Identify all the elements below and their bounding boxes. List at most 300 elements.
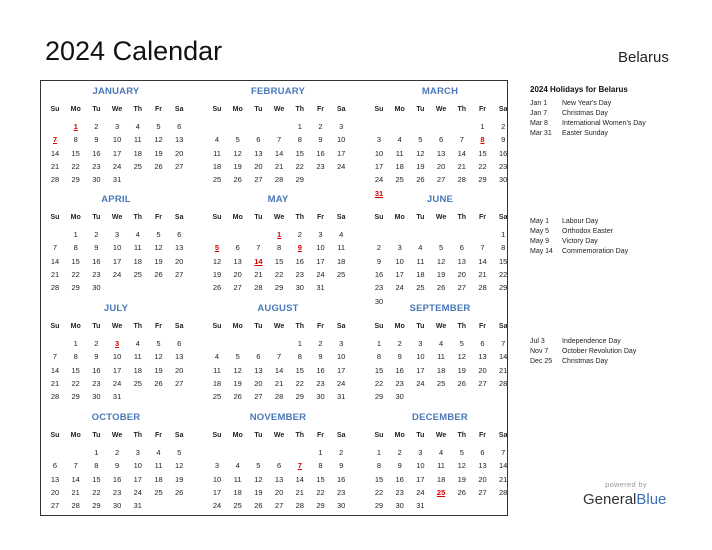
- calendar-day: 12: [212, 256, 222, 266]
- holiday-day: 7: [297, 461, 302, 471]
- calendar-day: 25: [212, 392, 222, 402]
- calendar-day: 8: [318, 461, 323, 471]
- calendar-day: 1: [73, 230, 78, 239]
- weekday-header: Mo: [394, 106, 405, 113]
- calendar-day: 14: [50, 365, 60, 375]
- calendar-day: 4: [135, 339, 140, 348]
- calendar-day: 12: [154, 243, 163, 253]
- holiday-row: [530, 120, 646, 127]
- calendar-day: 30: [112, 501, 122, 511]
- weekday-header: Su: [50, 432, 60, 439]
- calendar-day: 10: [374, 148, 384, 158]
- calendar-day: 30: [295, 283, 304, 293]
- weekday-header: Sa: [336, 106, 346, 113]
- calendar-day: 20: [233, 269, 242, 279]
- brand-logo[interactable]: [583, 491, 666, 508]
- calendar-day: 12: [154, 352, 163, 362]
- holiday-row: [530, 100, 611, 107]
- weekday-header: Mo: [232, 432, 243, 439]
- calendar-day: 31: [316, 283, 325, 293]
- calendar-day: 6: [459, 243, 464, 253]
- calendar-day: 29: [92, 501, 101, 511]
- calendar-day: 16: [295, 256, 304, 266]
- calendar-day: 17: [112, 148, 122, 158]
- holiday-day: 14: [254, 256, 263, 266]
- calendar-day: 8: [73, 243, 78, 253]
- weekday-header: Fr: [317, 214, 324, 221]
- calendar-day: 2: [94, 122, 99, 131]
- weekday-header: Sa: [174, 106, 184, 113]
- calendar-day: 8: [376, 352, 382, 362]
- calendar-day: 29: [316, 501, 325, 511]
- weekday-header: We: [273, 106, 285, 113]
- calendar-day: 9: [94, 352, 99, 362]
- calendar-day: 11: [337, 243, 346, 253]
- holiday-name: Labour Day: [562, 218, 599, 225]
- calendar-day: 25: [436, 378, 446, 388]
- calendar-day: 10: [395, 256, 404, 266]
- holiday-date: Jul 3: [530, 338, 545, 345]
- calendar-day: 7: [73, 461, 78, 471]
- calendar-day: 28: [50, 175, 60, 185]
- calendar-day: 28: [50, 283, 60, 293]
- calendar-day: 2: [376, 243, 382, 253]
- calendar-day: 8: [376, 461, 382, 471]
- calendar-day: 18: [154, 474, 163, 484]
- calendar-day: 17: [416, 474, 425, 484]
- calendar-day: 27: [274, 501, 284, 511]
- calendar-day: 20: [254, 161, 263, 171]
- calendar-day: 26: [212, 283, 222, 293]
- weekday-header: We: [435, 323, 447, 330]
- weekday-header: Sa: [498, 106, 508, 113]
- calendar-day: 6: [177, 339, 182, 348]
- calendar-day: 12: [457, 461, 466, 471]
- weekday-header: We: [273, 432, 285, 439]
- calendar-day: 19: [233, 378, 242, 388]
- month-name: MAY: [267, 194, 289, 205]
- calendar-day: 27: [457, 283, 466, 293]
- holiday-day: 8: [480, 135, 485, 145]
- calendar-day: 29: [71, 175, 80, 185]
- calendar-day: 6: [52, 461, 58, 471]
- calendar-day: 28: [457, 175, 466, 185]
- weekday-header: We: [273, 214, 285, 221]
- calendar-day: 19: [254, 487, 263, 497]
- calendar-day: 18: [436, 365, 446, 375]
- weekday-header: Su: [212, 323, 222, 330]
- month-name: JULY: [103, 303, 129, 314]
- calendar-day: 6: [277, 461, 282, 471]
- weekday-header: Th: [133, 106, 143, 113]
- calendar-day: 22: [274, 269, 284, 279]
- calendar-day: 12: [233, 148, 242, 158]
- calendar-day: 15: [316, 474, 325, 484]
- calendar-day: 24: [112, 269, 122, 279]
- calendar-day: 23: [295, 269, 304, 279]
- calendar-day: 18: [395, 161, 404, 171]
- holiday-row: [530, 228, 613, 235]
- calendar-day: 11: [213, 365, 221, 375]
- calendar-day: 28: [254, 283, 263, 293]
- calendar-day: 9: [376, 256, 382, 266]
- holiday-name: October Revolution Day: [562, 348, 637, 355]
- weekday-header: Su: [374, 106, 384, 113]
- calendar-day: 29: [478, 175, 487, 185]
- calendar-day: 24: [337, 378, 346, 388]
- calendar-day: 31: [337, 392, 346, 402]
- calendar-day: 13: [175, 352, 184, 362]
- calendar-day: 16: [395, 474, 404, 484]
- calendar-day: 23: [92, 378, 101, 388]
- calendar-day: 5: [177, 448, 182, 457]
- calendar-day: 22: [499, 269, 508, 279]
- calendar-day: 1: [73, 339, 78, 348]
- calendar-day: 9: [397, 461, 402, 471]
- holiday-day: 1: [277, 230, 282, 239]
- calendar-day: 5: [256, 461, 261, 471]
- calendar-day: 21: [457, 161, 466, 171]
- weekday-header: Su: [50, 323, 60, 330]
- calendar-day: 6: [439, 135, 444, 145]
- calendar-day: 4: [156, 448, 161, 457]
- weekday-header: Mo: [394, 432, 405, 439]
- holiday-row: [530, 338, 621, 345]
- calendar-day: 30: [374, 296, 384, 306]
- holiday-date: Mar 31: [530, 130, 552, 137]
- holiday-date: May 5: [530, 228, 550, 235]
- calendar-day: 21: [499, 365, 508, 375]
- calendar-day: 20: [478, 365, 487, 375]
- calendar-day: 9: [318, 135, 323, 145]
- calendar-day: 14: [457, 148, 466, 158]
- calendar-day: 5: [439, 243, 444, 253]
- holiday-row: [530, 248, 628, 255]
- holiday-day: 25: [436, 487, 446, 497]
- weekday-header: We: [435, 214, 447, 221]
- holiday-name: New Year's Day: [562, 100, 612, 107]
- calendar-day: 24: [212, 501, 222, 511]
- weekday-header: Tu: [92, 323, 101, 330]
- calendar-day: 7: [501, 339, 506, 348]
- holiday-date: May 14: [530, 248, 553, 255]
- calendar-day: 20: [274, 487, 284, 497]
- weekday-header: We: [111, 106, 123, 113]
- calendar-day: 10: [337, 135, 346, 145]
- holiday-row: [530, 238, 598, 245]
- weekday-header: Su: [212, 214, 222, 221]
- calendar-day: 26: [233, 175, 242, 185]
- calendar-day: 4: [439, 448, 444, 457]
- calendar-day: 3: [135, 448, 140, 457]
- calendar-day: 5: [418, 135, 423, 145]
- month-name: OCTOBER: [91, 412, 141, 423]
- calendar-day: 14: [295, 474, 304, 484]
- holiday-day: 5: [214, 243, 220, 253]
- month-name: FEBRUARY: [250, 86, 306, 97]
- weekday-header: Sa: [336, 214, 346, 221]
- calendar-day: 30: [92, 392, 101, 402]
- calendar-day: 17: [395, 269, 404, 279]
- calendar-day: 11: [233, 474, 242, 484]
- calendar-day: 1: [318, 448, 323, 457]
- calendar-day: 6: [480, 448, 485, 457]
- calendar-day: 15: [71, 256, 80, 266]
- page-title: 2024 Calendar: [45, 36, 223, 66]
- weekday-header: Fr: [155, 323, 162, 330]
- calendar-day: 19: [175, 474, 184, 484]
- weekday-header: Mo: [232, 106, 243, 113]
- calendar-day: 16: [316, 365, 325, 375]
- calendar-day: 21: [50, 269, 60, 279]
- calendar-day: 27: [478, 378, 487, 388]
- weekday-header: Th: [457, 432, 467, 439]
- calendar-day: 21: [274, 378, 284, 388]
- calendar-day: 26: [154, 269, 163, 279]
- month-name: AUGUST: [257, 303, 299, 314]
- calendar-day: 24: [395, 283, 404, 293]
- calendar-day: 4: [135, 230, 140, 239]
- calendar-day: 20: [478, 474, 487, 484]
- calendar-day: 1: [297, 339, 302, 348]
- calendar-day: 16: [92, 256, 101, 266]
- calendar-day: 31: [112, 392, 122, 402]
- month-name: APRIL: [101, 194, 131, 205]
- calendar-day: 30: [92, 283, 101, 293]
- calendar-day: 24: [316, 269, 325, 279]
- calendar-day: 23: [337, 487, 346, 497]
- calendar-day: 20: [175, 256, 184, 266]
- holiday-row: [530, 110, 608, 117]
- month-name: DECEMBER: [412, 412, 468, 423]
- calendar-day: 10: [133, 461, 142, 471]
- weekday-header: Fr: [317, 432, 324, 439]
- calendar-day: 8: [73, 135, 78, 145]
- holiday-day: 3: [115, 339, 120, 348]
- calendar-day: 2: [115, 448, 120, 457]
- calendar-day: 22: [92, 487, 101, 497]
- calendar-day: 19: [457, 365, 466, 375]
- calendar-day: 2: [94, 339, 99, 348]
- calendar-day: 24: [112, 378, 122, 388]
- calendar-day: 22: [295, 161, 304, 171]
- weekday-header: Fr: [317, 106, 324, 113]
- calendar-day: 17: [416, 365, 425, 375]
- calendar-day: 19: [233, 161, 242, 171]
- calendar-day: 9: [339, 461, 344, 471]
- calendar-day: 22: [316, 487, 325, 497]
- weekday-header: Tu: [416, 432, 425, 439]
- calendar-day: 11: [437, 352, 445, 362]
- calendar-day: 28: [499, 487, 508, 497]
- calendar-grid: [40, 80, 508, 516]
- calendar-day: 15: [71, 148, 80, 158]
- weekday-header: Th: [295, 432, 305, 439]
- calendar-day: 3: [418, 448, 423, 457]
- calendar-day: 8: [501, 243, 506, 253]
- calendar-day: 14: [71, 474, 80, 484]
- calendar-day: 10: [112, 243, 122, 253]
- calendar-day: 18: [416, 269, 425, 279]
- calendar-day: 1: [94, 448, 99, 457]
- calendar-day: 6: [177, 230, 182, 239]
- calendar-day: 5: [156, 122, 161, 131]
- calendar-day: 27: [175, 378, 184, 388]
- calendar-day: 30: [92, 175, 101, 185]
- calendar-day: 27: [436, 175, 446, 185]
- weekday-header: Mo: [232, 323, 243, 330]
- weekday-header: Sa: [174, 323, 184, 330]
- calendar-day: 7: [480, 243, 485, 253]
- calendar-day: 13: [478, 352, 487, 362]
- calendar-day: 7: [459, 135, 464, 145]
- calendar-day: 5: [156, 230, 161, 239]
- calendar-day: 21: [254, 269, 263, 279]
- calendar-day: 16: [92, 148, 101, 158]
- calendar-day: 21: [274, 161, 284, 171]
- calendar-day: 28: [274, 392, 284, 402]
- weekday-header: Mo: [70, 323, 81, 330]
- calendar-day: 24: [416, 487, 425, 497]
- calendar-day: 7: [52, 352, 58, 362]
- holiday-name: Victory Day: [562, 238, 598, 245]
- calendar-day: 21: [295, 487, 304, 497]
- calendar-day: 13: [50, 474, 60, 484]
- calendar-day: 13: [254, 365, 263, 375]
- calendar-day: 29: [71, 392, 80, 402]
- weekday-header: Sa: [336, 323, 346, 330]
- weekday-header: Fr: [155, 106, 162, 113]
- weekday-header: Su: [374, 214, 384, 221]
- calendar-day: 19: [212, 269, 222, 279]
- calendar-day: 23: [316, 378, 325, 388]
- calendar-day: 27: [254, 175, 263, 185]
- weekday-header: Tu: [92, 432, 101, 439]
- calendar-day: 18: [133, 256, 142, 266]
- calendar-day: 3: [397, 243, 402, 253]
- calendar-day: 11: [416, 256, 425, 266]
- weekday-header: Th: [457, 106, 467, 113]
- weekday-header: Su: [50, 214, 60, 221]
- weekday-header: Fr: [317, 323, 324, 330]
- calendar-day: 26: [416, 175, 425, 185]
- weekday-header: We: [435, 432, 447, 439]
- calendar-day: 13: [274, 474, 284, 484]
- calendar-day: 17: [112, 256, 122, 266]
- calendar-day: 7: [256, 243, 261, 253]
- calendar-day: 9: [501, 135, 506, 145]
- calendar-day: 25: [133, 378, 142, 388]
- calendar-day: 17: [374, 161, 384, 171]
- weekday-header: Th: [295, 106, 305, 113]
- holiday-date: Jan 7: [530, 110, 548, 117]
- calendar-day: 13: [436, 148, 446, 158]
- calendar-day: 29: [499, 283, 508, 293]
- calendar-day: 23: [395, 487, 404, 497]
- calendar-day: 22: [71, 378, 80, 388]
- calendar-day: 18: [436, 474, 446, 484]
- calendar-day: 30: [395, 501, 404, 511]
- calendar-day: 18: [133, 148, 142, 158]
- month-name: NOVEMBER: [249, 412, 307, 423]
- calendar-day: 27: [175, 269, 184, 279]
- calendar-day: 22: [71, 161, 80, 171]
- calendar-day: 26: [254, 501, 263, 511]
- calendar-day: 12: [154, 135, 163, 145]
- calendar-day: 15: [499, 256, 508, 266]
- weekday-header: Tu: [92, 214, 101, 221]
- calendar-day: 14: [274, 365, 284, 375]
- calendar-day: 30: [395, 392, 404, 402]
- weekday-header: Su: [374, 323, 384, 330]
- month-name: JANUARY: [92, 86, 140, 97]
- calendar-day: 31: [112, 175, 122, 185]
- calendar-day: 17: [316, 256, 325, 266]
- calendar-day: 19: [154, 365, 163, 375]
- weekday-header: Fr: [155, 214, 162, 221]
- calendar-day: 19: [416, 161, 425, 171]
- calendar-day: 2: [339, 448, 344, 457]
- calendar-day: 21: [50, 161, 60, 171]
- weekday-header: We: [273, 323, 285, 330]
- calendar-day: 4: [214, 352, 220, 362]
- calendar-day: 6: [177, 122, 182, 131]
- calendar-day: 31: [416, 501, 425, 511]
- brand-general: General: [583, 491, 637, 508]
- calendar-day: 2: [318, 339, 323, 348]
- calendar-day: 28: [71, 501, 80, 511]
- calendar-day: 19: [457, 474, 466, 484]
- calendar-day: 9: [115, 461, 120, 471]
- holiday-date: Jan 1: [530, 100, 548, 107]
- calendar-day: 15: [374, 474, 384, 484]
- calendar-day: 23: [499, 161, 508, 171]
- calendar-day: 12: [233, 365, 242, 375]
- weekday-header: Fr: [155, 432, 162, 439]
- calendar-day: 5: [235, 352, 240, 362]
- calendar-day: 17: [133, 474, 142, 484]
- calendar-day: 23: [92, 269, 101, 279]
- calendar-day: 16: [316, 148, 325, 158]
- calendar-day: 3: [339, 339, 344, 348]
- holiday-name: Independence Day: [562, 338, 621, 345]
- calendar-day: 5: [235, 135, 240, 145]
- weekday-header: Th: [295, 323, 305, 330]
- calendar-day: 17: [337, 365, 346, 375]
- calendar-day: 16: [337, 474, 346, 484]
- weekday-header: Su: [50, 106, 60, 113]
- weekday-header: Tu: [92, 106, 101, 113]
- calendar-day: 24: [112, 161, 122, 171]
- calendar-day: 27: [50, 501, 60, 511]
- calendar-day: 21: [499, 474, 508, 484]
- holiday-row: [530, 130, 608, 137]
- weekday-header: Mo: [70, 106, 81, 113]
- calendar-day: 15: [71, 365, 80, 375]
- calendar-day: 6: [235, 243, 240, 253]
- calendar-day: 2: [397, 339, 402, 348]
- calendar-day: 26: [436, 283, 446, 293]
- weekday-header: Sa: [174, 432, 184, 439]
- calendar-day: 24: [337, 161, 346, 171]
- calendar-day: 9: [318, 352, 323, 362]
- weekday-header: Tu: [416, 323, 425, 330]
- calendar-day: 21: [478, 269, 487, 279]
- calendar-day: 21: [50, 378, 60, 388]
- calendar-day: 1: [376, 339, 382, 348]
- holiday-day: 31: [374, 188, 384, 198]
- weekday-header: Fr: [479, 432, 486, 439]
